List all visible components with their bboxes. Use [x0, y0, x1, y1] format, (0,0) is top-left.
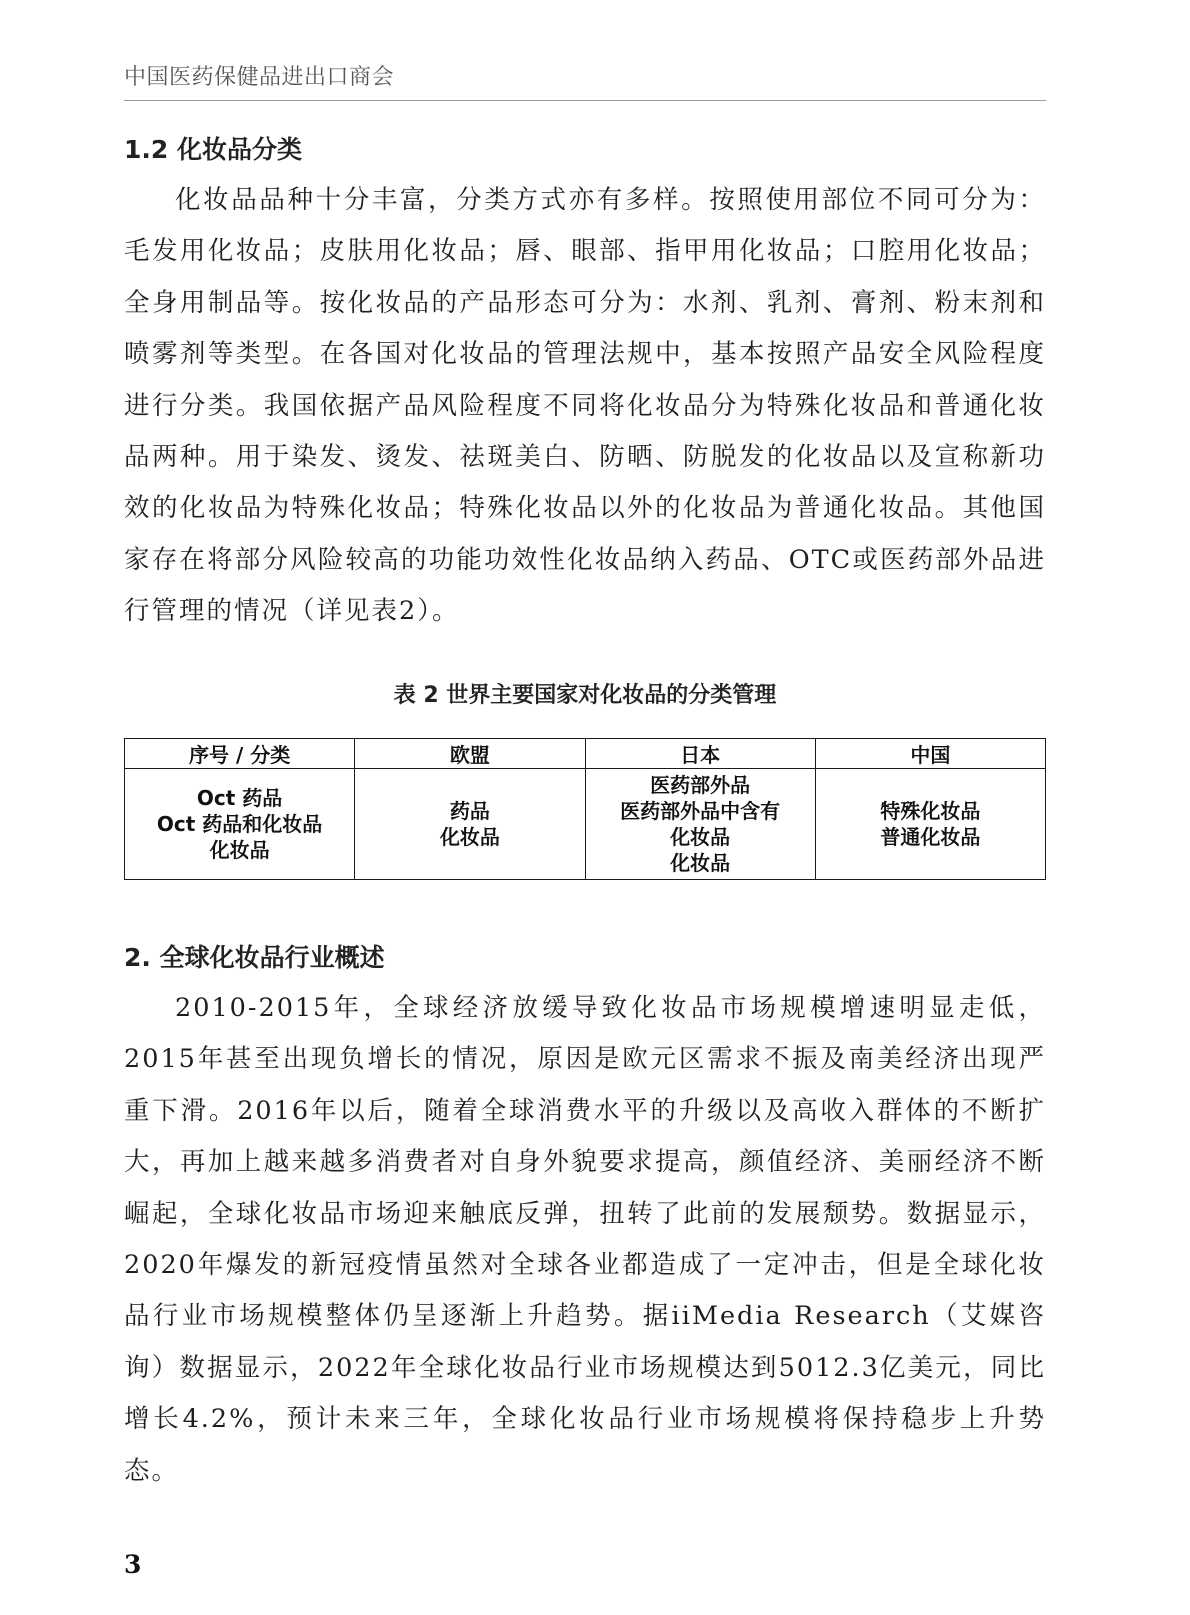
cell-line: 化妆品 — [670, 851, 731, 875]
table-cell-china — [815, 769, 1045, 880]
header-title: 中国医药保健品进出口商会 — [124, 65, 395, 90]
table-header-row — [125, 739, 1046, 769]
cell-line: Oct 药品和化妆品 — [156, 812, 323, 836]
table-cell-category — [125, 769, 355, 880]
section-heading-1-2: 1.2 化妆品分类 — [124, 135, 302, 164]
page-header — [124, 58, 1046, 101]
cell-line: 化妆品 — [670, 825, 731, 849]
cell-line: 特殊化妆品 — [880, 799, 981, 823]
cell-line: 医药部外品 — [650, 773, 751, 797]
page-number: 3 — [124, 1550, 142, 1579]
cell-line: 药品 — [449, 799, 490, 823]
table-header-japan: 日本 — [585, 739, 815, 769]
section-1-2-paragraph: 化妆品品种十分丰富，分类方式亦有多样。按照使用部位不同可分为：毛发用化妆品；皮肤用化妆品；唇、眼部、指甲用化妆品；口腔用化妆品；全身用制品等。按化妆品的产品形态可分为：水剂、乳剂、膏剂、粉末剂和喷雾剂等类型。在各国对化妆品的管理法规中，基本按照产品安全风险程度进行分类。我国依据产品风险程度不同将化妆品分为特殊化妆品和普通化妆品两种。用于染发、烫发、祛斑美白、防晒、防脱发的化妆品以及宣称新功效的化妆品为特殊化妆品；特殊化妆品以外的化妆品为普通化妆品。其他国家存在将部分风险较高的功能功效性化妆品纳入药品、OTC或医药部外品进行管理的情况（详见表2）。 — [124, 185, 1046, 627]
table-header-category: 序号 / 分类 — [125, 739, 355, 769]
table-header-china: 中国 — [815, 739, 1045, 769]
cell-line: 化妆品 — [209, 838, 270, 862]
classification-table — [124, 738, 1046, 880]
table-caption: 表 2 世界主要国家对化妆品的分类管理 — [393, 683, 777, 708]
section-heading-2: 2. 全球化妆品行业概述 — [124, 943, 385, 972]
section-2-paragraph: 2010-2015年，全球经济放缓导致化妆品市场规模增速明显走低，2015年甚至出现负增长的情况，原因是欧元区需求不振及南美经济出现严重下滑。2016年以后，随着全球消费水平的升级以及高收入群体的不断扩大，再加上越来越多消费者对自身外貌要求提高，颜值经济、美丽经济不断崛起，全球化妆品市场迎来触底反弹，扭转了此前的发展颓势。数据显示，2020年爆发的新冠疫情虽然对全球各业都造成了一定冲击，但是全球化妆品行业市场规模整体仍呈逐渐上升趋势。据iiMedia Research（艾媒咨询）数据显示，2022年全球化妆品行业市场规模达到5012.3亿美元，同比增长4.2%，预计未来三年，全球化妆品行业市场规模将保持稳步上升势态。 — [124, 993, 1046, 1486]
cell-line: 普通化妆品 — [880, 825, 981, 849]
cell-line: 化妆品 — [439, 825, 500, 849]
table-row — [125, 769, 1046, 880]
cell-line: 医药部外品中含有 — [620, 799, 781, 823]
table-header-eu: 欧盟 — [355, 739, 585, 769]
cell-line: Oct 药品 — [196, 786, 283, 810]
table-cell-japan — [585, 769, 815, 880]
table-cell-eu — [355, 769, 585, 880]
